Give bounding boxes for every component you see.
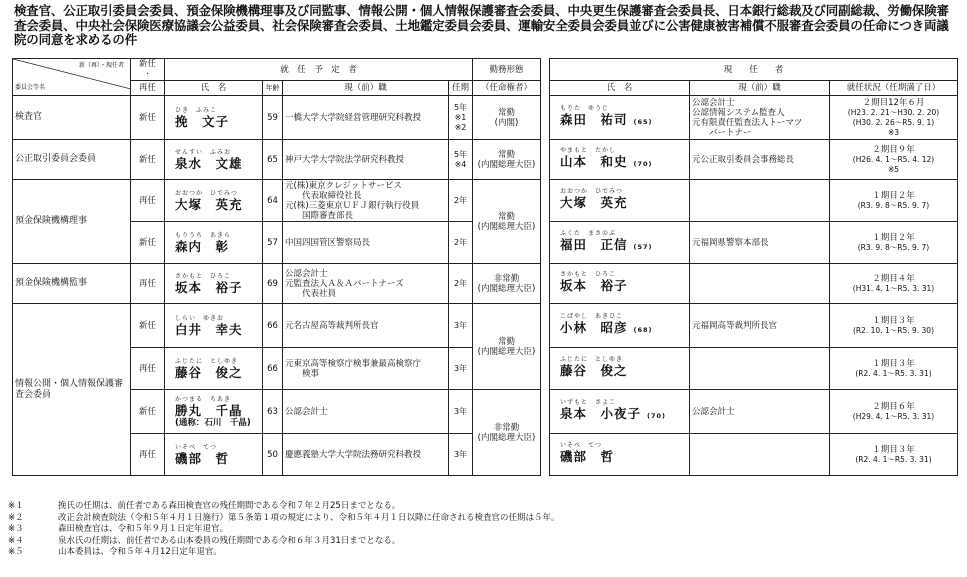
incumbent-name-cell: いずもと さよこ 泉本 小夜子 (70): [550, 390, 690, 434]
nominee-name-cell: ひき ふみこ 挽 文子: [165, 96, 263, 140]
footnote-text: 挽氏の任期は、前任者である森田検査官の残任期間である令和７年２月25日までとなる。: [58, 501, 401, 511]
corner-top-label: 新（再）・現任者: [78, 62, 124, 69]
appointment-type: 新任: [131, 96, 165, 140]
work-form-cell: 常勤 (内閣総理大臣): [473, 304, 541, 390]
incumbent-post: [690, 348, 830, 390]
header-row-1: [13, 59, 958, 81]
footnote-text: 森田検査官は、令和５年９月１日定年退官。: [58, 524, 229, 534]
footnote: [8, 524, 958, 536]
nominee-age: 59: [263, 96, 283, 140]
incumbent-post: 公認会計士: [690, 390, 830, 434]
incumbent-post: 元福岡高等裁判所長官: [690, 304, 830, 348]
term-cell: 5年 ※1 ※2: [449, 96, 473, 140]
work-form-cell: 非常勤 (内閣総理大臣): [473, 264, 541, 304]
appointment-type: 新任: [131, 390, 165, 434]
incumbent-status: １期目２年 (R3. 9. 8～R5. 9. 7): [830, 222, 958, 264]
term-cell: 3年: [449, 434, 473, 476]
footnote: [8, 536, 958, 548]
corner-header: [13, 59, 131, 96]
nominee-name-cell: しらい ゆきお 白井 幸夫: [165, 304, 263, 348]
work-form-cell: 常勤 (内閣総理大臣): [473, 180, 541, 264]
incumbent-post: 元公正取引委員会事務総長: [690, 140, 830, 180]
incumbent-status: ２期目12年６月 (H23. 2. 21～H30. 2. 20) (H30. 2. 26～R5. 9. 1) ※3: [830, 96, 958, 140]
appointment-type: 再任: [131, 264, 165, 304]
nominee-post: 元(株)東京クレジットサービス 代表取締役社長 元(株)三菱東京ＵＦＪ銀行執行役員 国際審査部長: [283, 180, 449, 222]
appointment-type: 再任: [131, 348, 165, 390]
appointment-type: 再任: [131, 180, 165, 222]
term-cell: 2年: [449, 264, 473, 304]
footnote: [8, 513, 958, 525]
nominee-post: 公認会計士: [283, 390, 449, 434]
org-cell: 検査官: [13, 96, 131, 140]
org-cell: 預金保険機構理事: [13, 180, 131, 264]
nominee-age: 57: [263, 222, 283, 264]
incumbent-name-cell: さかもと ひろこ 坂本 裕子: [550, 264, 690, 304]
footnote: [8, 547, 958, 559]
nominee-age: 65: [263, 140, 283, 180]
incumbent-name-cell: やまもと たかし 山本 和史 (70): [550, 140, 690, 180]
term-cell: 2年: [449, 222, 473, 264]
footnotes: [8, 501, 958, 559]
post-header: 現（前）職: [283, 81, 449, 96]
nominee-post: 神戸大学大学院法学研究科教授: [283, 140, 449, 180]
nominee-name-cell: せんすい ふみお 泉水 文雄: [165, 140, 263, 180]
footnote-text: 山本委員は、令和５年４月12日定年退官。: [58, 547, 222, 557]
table-row: [13, 304, 958, 348]
term-cell: 2年: [449, 180, 473, 222]
nominee-age: 69: [263, 264, 283, 304]
nominee-post: 中国四国管区警察局長: [283, 222, 449, 264]
appointment-type: 新任: [131, 140, 165, 180]
incumbent-status: １期目２年 (R3. 9. 8～R5. 9. 7): [830, 180, 958, 222]
incumbent-name-cell: もりた ゆうじ 森田 祐司 (65): [550, 96, 690, 140]
incumbent-post: [690, 180, 830, 222]
work-form-cell: 常勤 (内閣総理大臣): [473, 140, 541, 180]
work-form-header: 勤務形態: [473, 59, 541, 81]
appointment-table: [12, 58, 958, 476]
footnote-text: 改正会計検査院法（令和５年４月１日施行）第５条第１項の規定により、令和５年４月１日以降に任命される検査官の任期は５年。: [58, 512, 560, 523]
nominee-post: 慶應義塾大学大学院法務研究科教授: [283, 434, 449, 476]
incumbent-name-cell: こばやし あきひこ 小林 昭彦 (68): [550, 304, 690, 348]
nominee-post: 公認会計士 元監査法人Ａ＆Ａパートナーズ 代表社員: [283, 264, 449, 304]
incumbent-name-cell: ふじたに としゆき 藤谷 俊之: [550, 348, 690, 390]
corner-bottom-label: 委員会等名: [15, 84, 46, 91]
nominee-name-cell: ふじたに としゆき 藤谷 俊之: [165, 348, 263, 390]
footnote-mark: ※５: [8, 547, 24, 557]
nominee-name-cell: もりうち あきら 森内 彰: [165, 222, 263, 264]
nominee-age: 66: [263, 348, 283, 390]
nominee-name-cell: かつまる ちあき 勝丸 千晶 (通称：石川 千晶): [165, 390, 263, 434]
incumbent-post: 公認会計士 公認情報システム監査人 元有限責任監査法人トーマツ パートナー: [690, 96, 830, 140]
incumbent-status: ２期目４年 (H31. 4. 1～R5. 3. 31): [830, 264, 958, 304]
footnote-mark: ※１: [8, 501, 24, 511]
term-cell: 5年 ※4: [449, 140, 473, 180]
footnote: [8, 501, 958, 513]
nominee-age: 63: [263, 390, 283, 434]
incumbent-status: １期目３年 (R2. 4. 1～R5. 3. 31): [830, 348, 958, 390]
inc-status-header: 就任状況（任期満了日）: [830, 81, 958, 96]
nominee-name-cell: おおつか ひでみつ 大塚 英充: [165, 180, 263, 222]
term-cell: 3年: [449, 348, 473, 390]
work-form-cell: 非常勤 (内閣総理大臣): [473, 390, 541, 476]
age-header: 年齢: [263, 81, 283, 96]
incumbent-post: [690, 264, 830, 304]
term-header: 任期: [449, 81, 473, 96]
nominee-name-cell: さかもと ひろこ 坂本 裕子: [165, 264, 263, 304]
appointment-type: 新任: [131, 304, 165, 348]
nominee-name-cell: いそべ てつ 磯部 哲: [165, 434, 263, 476]
nominee-post: 一橋大学大学院経営管理研究科教授: [283, 96, 449, 140]
incumbent-post: [690, 434, 830, 476]
appointer-header: （任命権者）: [473, 81, 541, 96]
shinnin-header: 新任 ・: [131, 59, 165, 81]
term-cell: 3年: [449, 390, 473, 434]
incumbent-status: ２期目６年 (H29. 4. 1～R5. 3. 31): [830, 390, 958, 434]
nominee-age: 50: [263, 434, 283, 476]
incumbent-name-cell: おおつか ひでみつ 大塚 英充: [550, 180, 690, 222]
incumbent-status: １期目３年 (R2. 10. 1～R5. 9. 30): [830, 304, 958, 348]
nominee-age: 64: [263, 180, 283, 222]
header-row-2: [13, 81, 958, 96]
table-row: [13, 140, 958, 180]
incumbent-status: １期目３年 (R2. 4. 1～R5. 3. 31): [830, 434, 958, 476]
incumbent-post: 元福岡県警察本部長: [690, 222, 830, 264]
appointment-type: 再任: [131, 434, 165, 476]
inc-post-header: 現（前）職: [690, 81, 830, 96]
name-header: 氏 名: [165, 81, 263, 96]
footnote-text: 泉水氏の任期は、前任者である山本委員の残任期間である令和６年３月31日までとなる。: [58, 535, 401, 546]
nominee-post: 元名古屋高等裁判所長官: [283, 304, 449, 348]
footnote-mark: ※３: [8, 524, 24, 534]
incumbent-status: ２期目９年 (H26. 4. 1～R5. 4. 12) ※5: [830, 140, 958, 180]
incumbent-name-cell: ふくた まさのぶ 福田 正信 (57): [550, 222, 690, 264]
incumbent-group-header: 現 任 者: [550, 59, 958, 81]
document-title: 検査官、公正取引委員会委員、預金保険機構理事及び同監事、情報公開・個人情報保護審査会委員、中央更生保護審査会委員長、日本銀行総裁及び同副総裁、労働保険審査会委員、中央社会保険医療協議会公益委員、社会保険審査会委員、土地鑑定委員会委員、運輸安全委員会委員並びに公害健康被害補償不服審査会委員の任命につき両議院の同意を求めるの件: [14, 3, 949, 47]
org-cell: 預金保険機構監事: [13, 264, 131, 304]
saishin-header: 再任: [131, 81, 165, 96]
nominee-group-header: 就 任 予 定 者: [165, 59, 473, 81]
term-cell: 3年: [449, 304, 473, 348]
nominee-post: 元東京高等検察庁検事兼最高検察庁 検事: [283, 348, 449, 390]
table-row: [13, 96, 958, 140]
org-cell: 情報公開・個人情報保護審査会委員: [13, 304, 131, 476]
table-row: [13, 264, 958, 304]
appointment-type: 新任: [131, 222, 165, 264]
footnote-mark: ※４: [8, 535, 24, 546]
work-form-cell: 常勤 (内閣): [473, 96, 541, 140]
inc-name-header: 氏 名: [550, 81, 690, 96]
incumbent-name-cell: いそべ てつ 磯部 哲: [550, 434, 690, 476]
footnote-mark: ※２: [8, 512, 24, 523]
nominee-age: 66: [263, 304, 283, 348]
table-row: [13, 180, 958, 222]
table-row: [13, 390, 958, 434]
org-cell: 公正取引委員会委員: [13, 140, 131, 180]
